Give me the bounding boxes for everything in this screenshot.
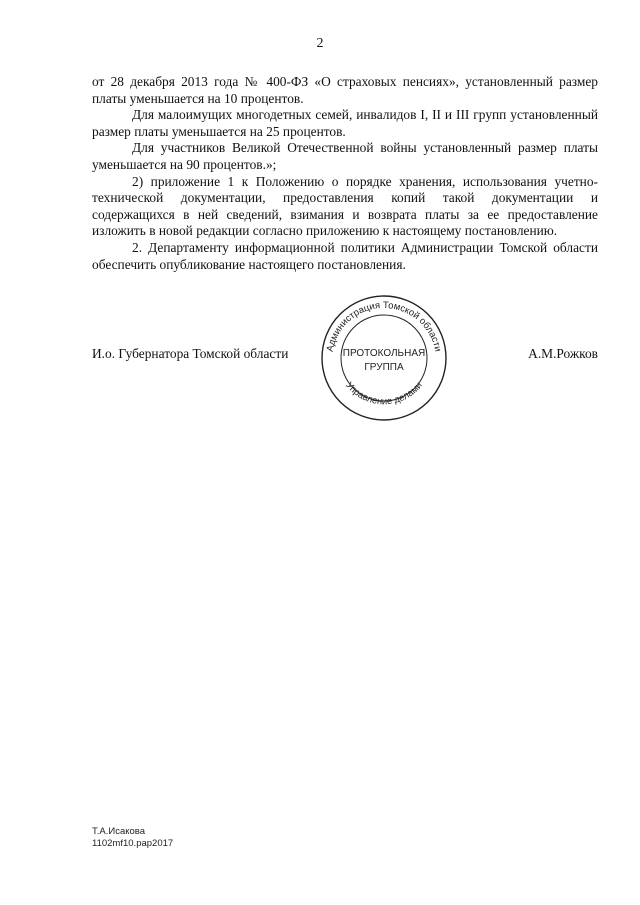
footer	[92, 826, 173, 849]
stamp-ring-text-top: Администрация Томской области	[324, 299, 444, 353]
signer-name: А.М.Рожков	[528, 346, 598, 361]
paragraph-3: Для участников Великой Отечественной войны установленный размер платы уменьшается на 90 процентов.»;	[92, 140, 598, 172]
paragraph-4: 2) приложение 1 к Положению о порядке хранения, использования учетно-технической документации, предоставления копий такой документации и содержащихся в ней сведений, взимания и возврата платы за ее предоставление изложить в новой редакции согласно приложению к настоящему постановлению.	[92, 173, 598, 239]
page-number: 2	[316, 36, 324, 51]
stamp-center-line-2: ГРУППА	[364, 362, 404, 373]
stamp-center-line-1: ПРОТОКОЛЬНАЯ	[342, 348, 426, 359]
footer-file-ref: 1102mf10.pap2017	[92, 837, 174, 849]
paragraph-2: Для малоимущих многодетных семей, инвалидов I, II и III групп установленный размер платы уменьшается на 25 процентов.	[92, 107, 598, 139]
document-body	[92, 74, 598, 273]
official-stamp	[316, 292, 452, 422]
signer-title: И.о. Губернатора Томской области	[92, 346, 289, 361]
footer-author: Т.А.Исакова	[92, 826, 145, 837]
stamp-ring-text-bottom: Управление делами	[343, 380, 425, 408]
paragraph-1: от 28 декабря 2013 года № 400-ФЗ «О страховых пенсиях», установленный размер платы уменьшается на 10 процентов.	[92, 74, 598, 106]
paragraph-5: 2. Департаменту информационной политики Администрации Томской области обеспечить опубликование настоящего постановления.	[92, 239, 598, 272]
